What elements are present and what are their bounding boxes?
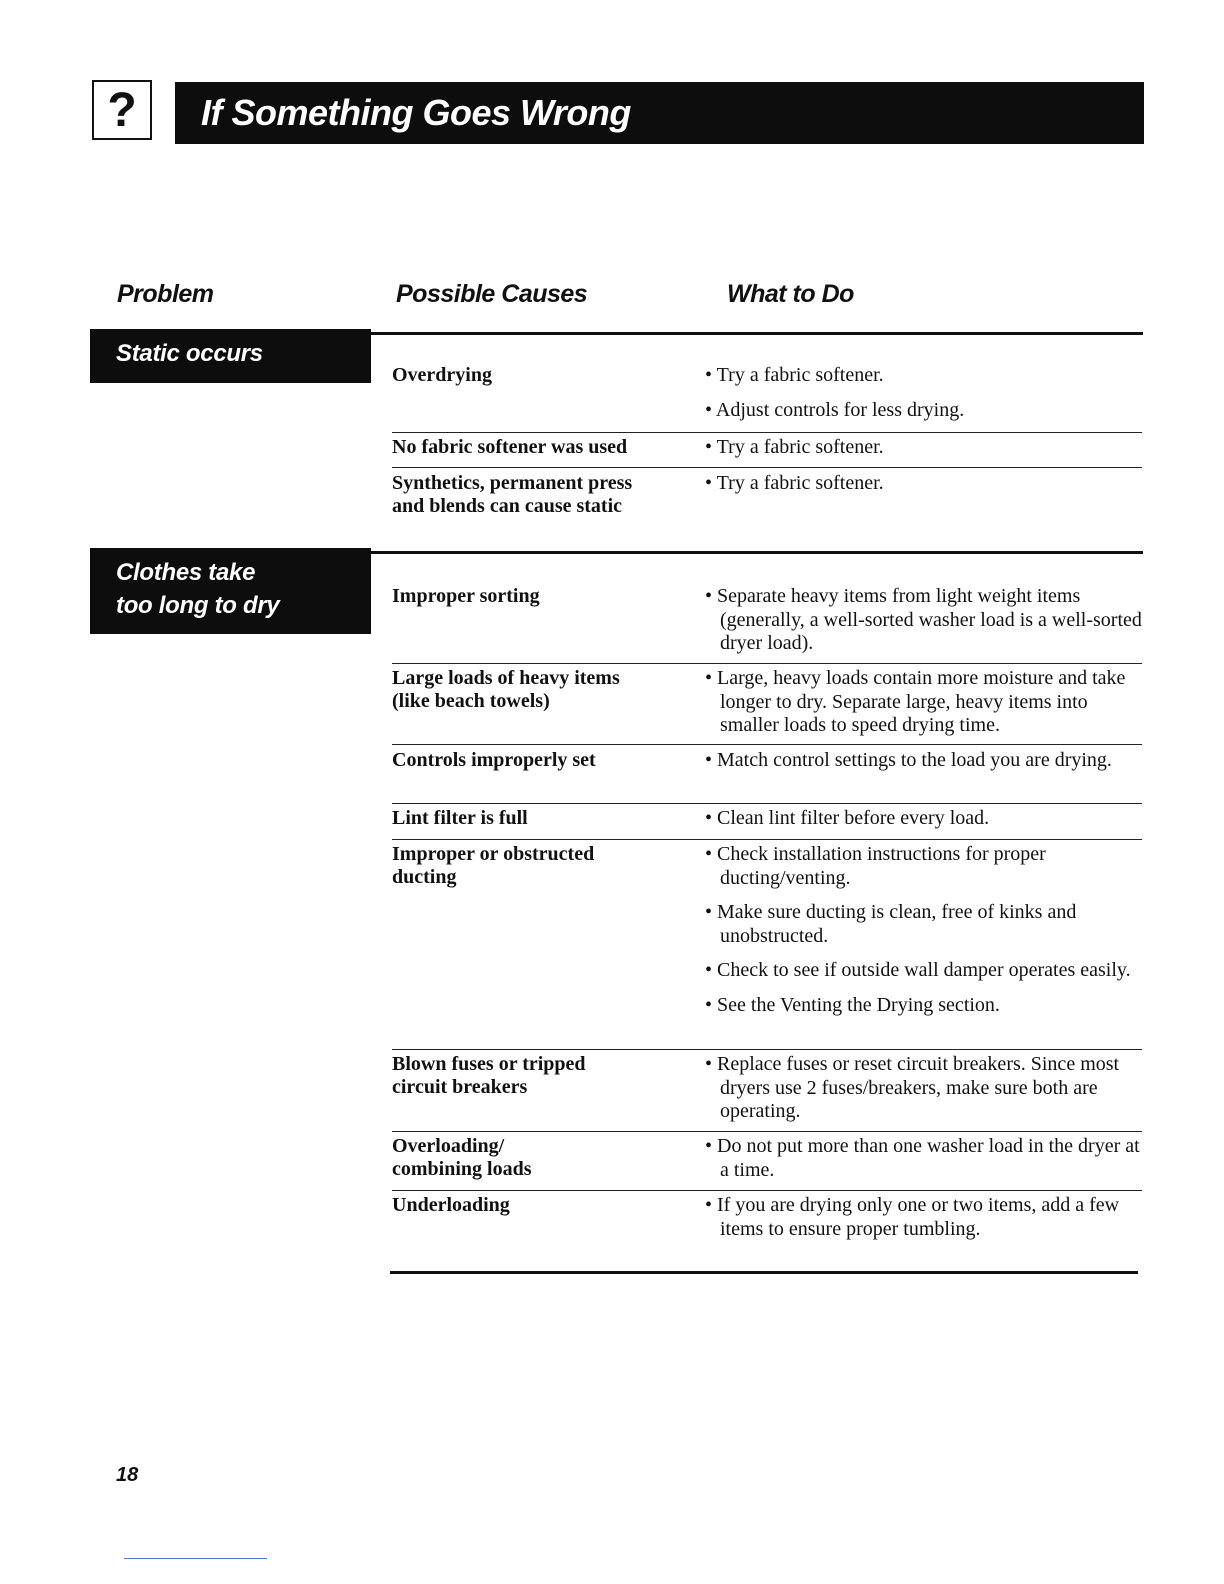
footer-line bbox=[124, 1558, 267, 1559]
todo-list bbox=[705, 585, 1142, 667]
todo-item: • Replace fuses or reset circuit breakers. Since most dryers use 2 fuses/breakers, make sure both are operating. bbox=[705, 1053, 1142, 1124]
todo-item: • Adjust controls for less drying. bbox=[705, 399, 1142, 423]
help-question-icon: ? bbox=[92, 80, 152, 140]
cause-line: Overloading/ bbox=[392, 1135, 505, 1157]
table-row bbox=[392, 1049, 1142, 1122]
column-header-causes: Possible Causes bbox=[396, 280, 588, 308]
problem-label-line: Clothes take bbox=[116, 559, 256, 586]
todo-item: • If you are drying only one or two items, add a few items to ensure proper tumbling. bbox=[705, 1194, 1142, 1241]
table-row bbox=[392, 839, 1142, 1016]
table-row bbox=[392, 1190, 1142, 1240]
todo-list bbox=[705, 1135, 1142, 1193]
cause-text bbox=[392, 1135, 682, 1181]
section-rule bbox=[371, 332, 1143, 335]
todo-list bbox=[705, 807, 1142, 842]
table-row bbox=[392, 467, 1142, 517]
cause-text: Overdrying bbox=[392, 364, 492, 386]
cause-text: Lint filter is full bbox=[392, 807, 528, 829]
todo-list bbox=[705, 364, 1142, 433]
cause-line: (like beach towels) bbox=[392, 690, 550, 712]
table-row bbox=[392, 803, 1142, 829]
todo-list bbox=[705, 436, 1142, 471]
todo-item: • Match control settings to the load you are drying. bbox=[705, 749, 1142, 773]
table-row bbox=[392, 663, 1142, 736]
todo-item: • Check installation instructions for proper ducting/venting. bbox=[705, 843, 1142, 890]
cause-text: Controls improperly set bbox=[392, 749, 596, 771]
todo-item: • Try a fabric softener. bbox=[705, 472, 1142, 496]
cause-text: No fabric softener was used bbox=[392, 436, 628, 458]
todo-list bbox=[705, 749, 1142, 784]
todo-item: • Separate heavy items from light weight items (generally, a well-sorted washer load is a well-sorted dryer load). bbox=[705, 585, 1142, 656]
problem-label-line: too long to dry bbox=[116, 592, 280, 619]
todo-item: • Large, heavy loads contain more moisture and take longer to dry. Separate large, heavy items into smaller loads to speed drying time. bbox=[705, 667, 1142, 738]
problem-clothes-take-too-long bbox=[90, 548, 371, 634]
todo-item: • Try a fabric softener. bbox=[705, 364, 1142, 388]
table-row bbox=[392, 432, 1142, 458]
cause-line: Large loads of heavy items bbox=[392, 667, 620, 689]
todo-item: • Check to see if outside wall damper operates easily. bbox=[705, 959, 1142, 983]
todo-list bbox=[705, 667, 1142, 749]
todo-list bbox=[705, 843, 1142, 1028]
table-row bbox=[392, 744, 1142, 771]
page-number: 18 bbox=[116, 1464, 139, 1486]
cause-text: Synthetics, permanent press and blends can cause static bbox=[392, 472, 633, 517]
cause-text bbox=[392, 843, 682, 889]
cause-text: Improper sorting bbox=[392, 585, 540, 607]
todo-item: • Do not put more than one washer load in the dryer at a time. bbox=[705, 1135, 1142, 1182]
problem-static-occurs bbox=[90, 329, 371, 383]
column-header-todo: What to Do bbox=[727, 280, 854, 308]
section-rule bbox=[371, 551, 1143, 554]
cause-text bbox=[392, 667, 682, 713]
todo-list bbox=[705, 1194, 1142, 1252]
cause-text: Underloading bbox=[392, 1194, 510, 1216]
cause-line: combining loads bbox=[392, 1158, 532, 1180]
todo-list bbox=[705, 1053, 1142, 1135]
todo-item: • See the Venting the Drying section. bbox=[705, 994, 1142, 1018]
todo-item: • Make sure ducting is clean, free of kinks and unobstructed. bbox=[705, 901, 1142, 948]
cause-line: circuit breakers bbox=[392, 1076, 528, 1098]
column-header-problem: Problem bbox=[117, 280, 214, 308]
table-end-rule bbox=[390, 1271, 1138, 1274]
todo-item: • Try a fabric softener. bbox=[705, 436, 1142, 460]
page-title: If Something Goes Wrong bbox=[175, 82, 1144, 144]
table-row bbox=[392, 1131, 1142, 1181]
cause-line: Improper or obstructed bbox=[392, 843, 595, 865]
cause-line: Blown fuses or tripped bbox=[392, 1053, 586, 1075]
todo-item: • Clean lint filter before every load. bbox=[705, 807, 1142, 831]
cause-line: ducting bbox=[392, 866, 457, 888]
cause-text bbox=[392, 1053, 682, 1099]
problem-label: Static occurs bbox=[116, 340, 263, 367]
todo-list bbox=[705, 472, 1142, 507]
